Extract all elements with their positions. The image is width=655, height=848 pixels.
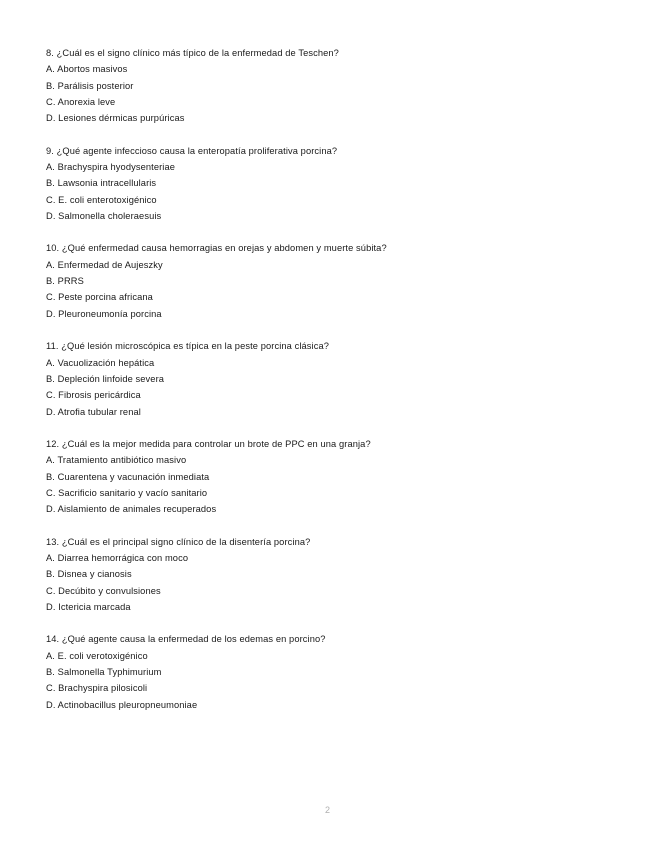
option-a: A. Vacuolización hepática (46, 357, 155, 368)
option-b: B. Depleción linfoide severa (46, 373, 165, 384)
question-list (46, 45, 626, 729)
option-b: B. Lawsonia intracellularis (46, 178, 157, 189)
option-a: A. E. coli verotoxigénico (46, 650, 148, 661)
question-8 (46, 45, 626, 127)
question-13 (46, 534, 626, 616)
option-b: B. Disnea y cianosis (46, 569, 132, 580)
option-b: B. Parálisis posterior (46, 80, 134, 91)
option-b: B. PRRS (46, 276, 84, 287)
option-d: D. Aislamiento de animales recuperados (46, 504, 217, 515)
option-b: B. Salmonella Typhimurium (46, 667, 162, 677)
question-text: 12. ¿Cuál es la mejor medida para controlar un brote de PPC en una granja? (46, 438, 371, 449)
option-a: A. Diarrea hemorrágica con moco (46, 552, 189, 563)
question-text: 13. ¿Cuál es el principal signo clínico de la disentería porcina? (46, 536, 311, 547)
question-11 (46, 338, 626, 420)
question-12 (46, 436, 626, 518)
option-a: A. Brachyspira hyodysenteriae (46, 162, 175, 173)
option-d: D. Ictericia marcada (46, 601, 131, 612)
option-d: D. Atrofia tubular renal (46, 406, 141, 417)
option-d: D. Lesiones dérmicas purpúricas (46, 113, 185, 124)
option-a: A. Abortos masivos (46, 64, 128, 75)
option-a: A. Tratamiento antibiótico masivo (46, 455, 187, 466)
option-d: D. Salmonella choleraesuis (46, 211, 162, 222)
question-text: 14. ¿Qué agente causa la enfermedad de los edemas en porcino? (46, 634, 326, 645)
option-c: C. Sacrificio sanitario y vacío sanitario (46, 487, 208, 498)
question-14 (46, 631, 626, 713)
question-9 (46, 143, 626, 225)
option-c: C. Fibrosis pericárdica (46, 390, 141, 401)
option-a: A. Enfermedad de Aujeszky (46, 259, 163, 270)
question-text: 9. ¿Qué agente infeccioso causa la enteropatía proliferativa porcina? (46, 145, 338, 156)
option-b: B. Cuarentena y vacunación inmediata (46, 471, 210, 482)
question-10 (46, 240, 626, 322)
question-text: 8. ¿Cuál es el signo clínico más típico de la enfermedad de Teschen? (46, 48, 339, 58)
option-c: C. E. coli enterotoxigénico (46, 194, 157, 205)
question-text: 10. ¿Qué enfermedad causa hemorragias en orejas y abdomen y muerte súbita? (46, 243, 387, 254)
option-c: C. Brachyspira pilosicoli (46, 683, 148, 694)
option-c: C. Anorexia leve (46, 97, 116, 108)
option-d: D. Pleuroneumonía porcina (46, 308, 162, 319)
question-text: 11. ¿Qué lesión microscópica es típica en la peste porcina clásica? (46, 341, 329, 352)
page-number: 2 (324, 805, 330, 815)
option-c: C. Peste porcina africana (46, 292, 153, 303)
option-c: C. Decúbito y convulsiones (46, 585, 161, 596)
option-d: D. Actinobacillus pleuropneumoniae (46, 699, 198, 710)
